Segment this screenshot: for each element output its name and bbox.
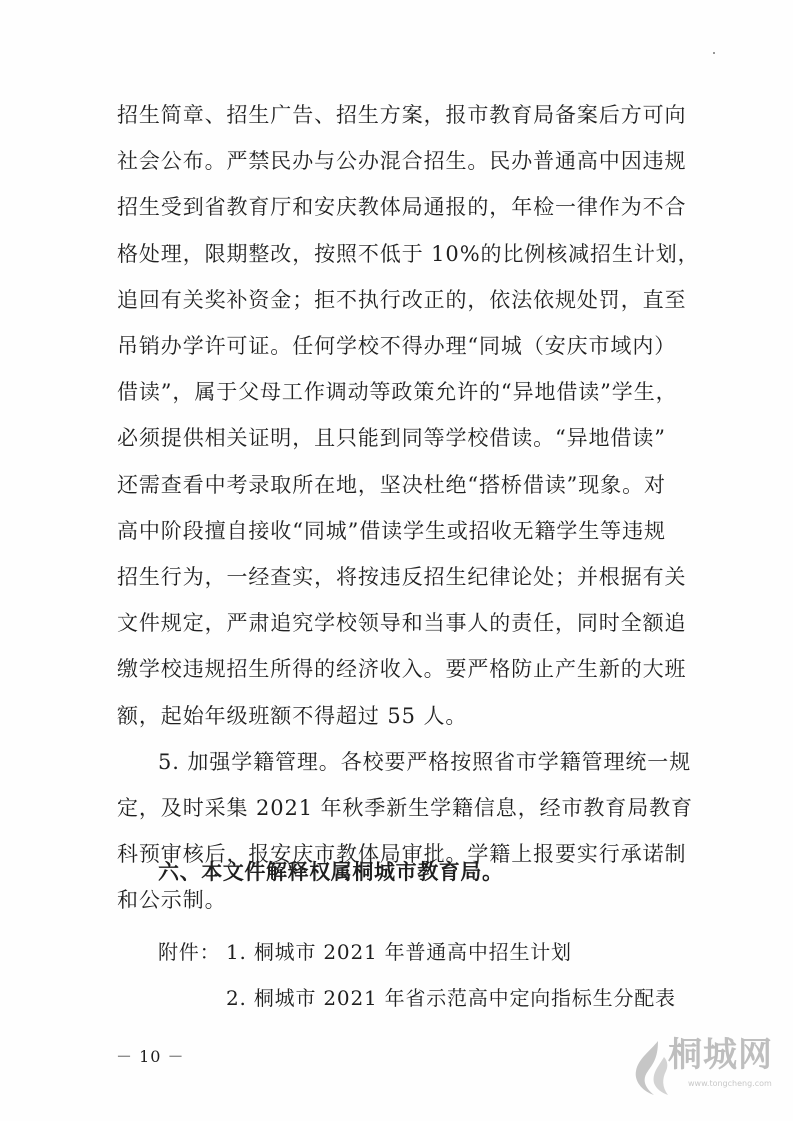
body-line: 社会公布。严禁民办与公办混合招生。民办普通高中因违规 bbox=[117, 149, 687, 174]
attachment-item: 2. 桐城市 2021 年省示范高中定向指标生分配表 bbox=[226, 986, 676, 1010]
body-line: 高中阶段擅自接收“同城”借读学生或招收无籍学生等违规 bbox=[117, 518, 666, 543]
body-line: 格处理，限期整改，按照不低于 10%的比例核减招生计划， bbox=[117, 241, 700, 266]
watermark-site-name: 桐城网 bbox=[668, 1035, 773, 1075]
scan-speck bbox=[713, 52, 715, 54]
body-line: 追回有关奖补资金；拒不执行改正的，依法依规处罚，直至 bbox=[117, 287, 687, 312]
body-line: 吊销办学许可证。任何学校不得办理“同城（安庆市域内） bbox=[117, 334, 677, 358]
body-line: 必须提供相关证明，且只能到同等学校借读。“异地借读” bbox=[117, 426, 666, 451]
body-line: 招生行为，一经查实，将按违反招生纪律论处；并根据有关 bbox=[117, 565, 687, 589]
body-line: 招生受到省教育厅和安庆教体局通报的，年检一律作为不合 bbox=[117, 195, 687, 220]
section-heading: 六、本文件解释权属桐城市教育局。 bbox=[158, 860, 504, 884]
body-line: 额，起始年级班额不得超过 55 人。 bbox=[117, 703, 468, 728]
attachment-item: 1. 桐城市 2021 年普通高中招生计划 bbox=[226, 940, 572, 964]
attachment-label: 附件： bbox=[158, 940, 221, 964]
item5-line: 和公示制。 bbox=[117, 888, 227, 913]
body-line: 借读”，属于父母工作调动等政策允许的“异地借读”学生， bbox=[117, 380, 678, 405]
item5-line: 5. 加强学籍管理。各校要严格按照省市学籍管理统一规 bbox=[158, 749, 692, 774]
page-number: － 10 － bbox=[116, 1047, 185, 1066]
body-line: 还需查看中考录取所在地，坚决杜绝“搭桥借读”现象。对 bbox=[117, 472, 666, 497]
body-line: 招生简章、招生广告、招生方案，报市教育局备案后方可向 bbox=[117, 103, 687, 127]
site-watermark bbox=[628, 1027, 778, 1107]
body-line: 缴学校违规招生所得的经济收入。要严格防止产生新的大班 bbox=[117, 657, 687, 682]
body-line: 文件规定，严肃追究学校领导和当事人的责任，同时全额追 bbox=[117, 611, 687, 636]
item5-line: 定，及时采集 2021 年秋季新生学籍信息，经市教育局教育 bbox=[117, 796, 693, 820]
watermark-url: www.tongcheng.com bbox=[688, 1079, 772, 1088]
item5-line: 科预审核后，报安庆市教体局审批。学籍上报要实行承诺制 bbox=[117, 842, 687, 867]
